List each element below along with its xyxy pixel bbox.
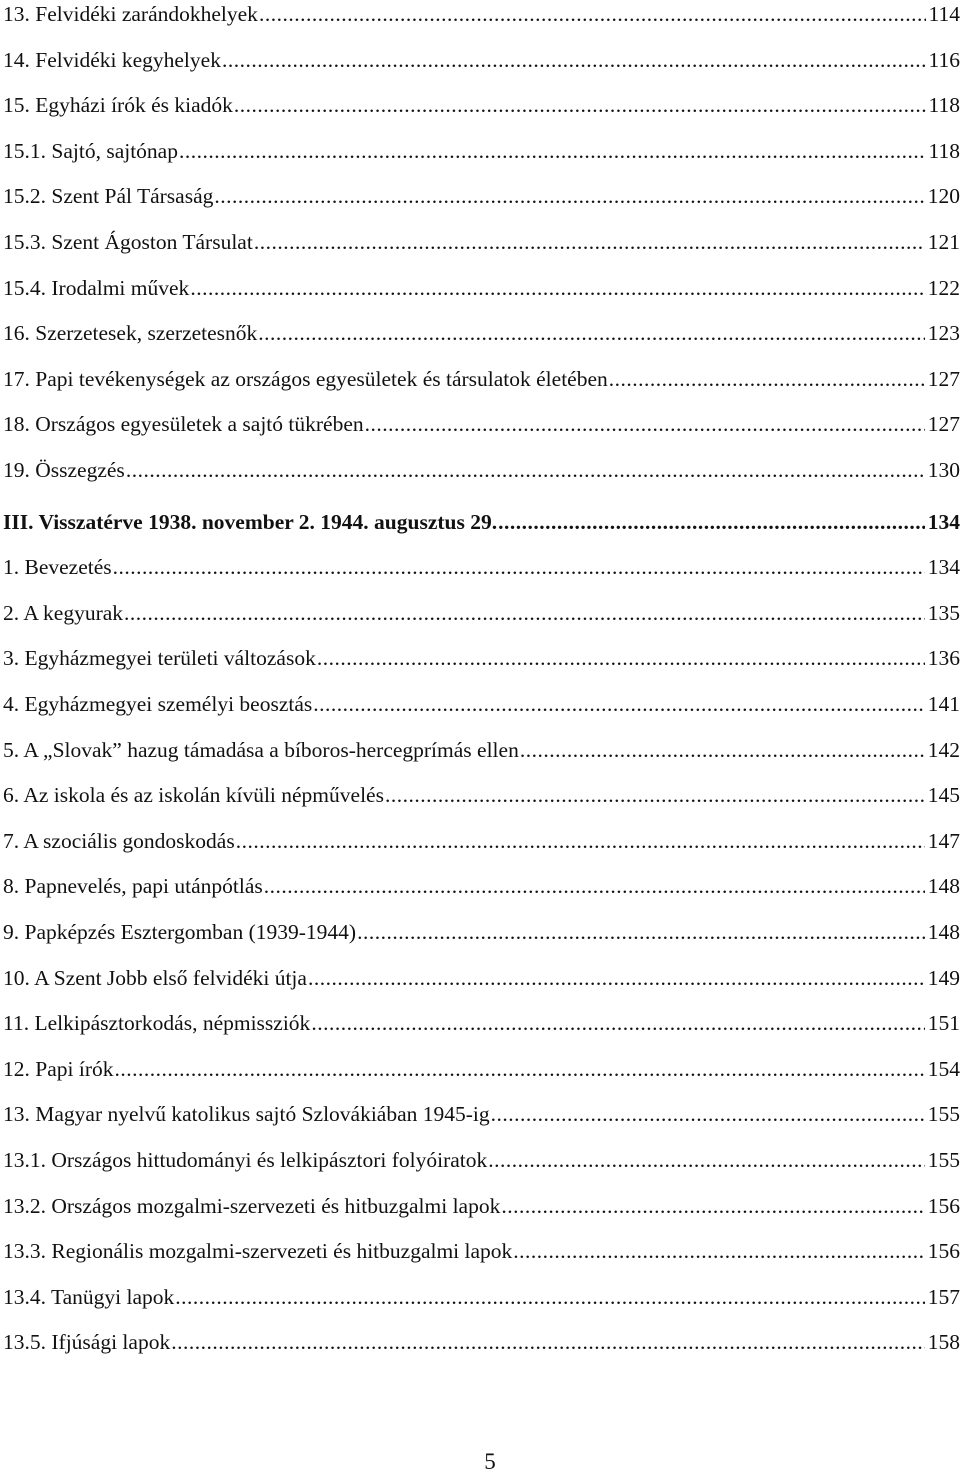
toc-dot-leader bbox=[317, 644, 925, 672]
toc-entry-page: 136 bbox=[927, 646, 960, 671]
toc-dot-leader bbox=[520, 736, 925, 764]
toc-dot-leader bbox=[513, 1237, 924, 1265]
toc-entry-page: 147 bbox=[927, 828, 960, 853]
toc-entry bbox=[3, 365, 960, 393]
toc-entry bbox=[3, 644, 960, 672]
toc-entry bbox=[3, 918, 960, 946]
toc-dot-leader bbox=[113, 553, 925, 581]
toc-entry bbox=[3, 1283, 960, 1311]
toc-entry-page: 120 bbox=[927, 184, 960, 209]
toc-entry-page: 116 bbox=[928, 47, 960, 72]
toc-dot-leader bbox=[234, 91, 926, 119]
toc-dot-leader bbox=[179, 137, 926, 165]
toc-entry-title: 19. Összegzés bbox=[3, 458, 125, 482]
toc-dot-leader bbox=[311, 1009, 924, 1037]
toc-section-heading bbox=[3, 508, 960, 536]
toc-entry-title: 9. Papképzés Esztergomban (1939-1944) bbox=[3, 920, 357, 944]
toc-entry-page: 157 bbox=[927, 1284, 960, 1309]
toc-dot-leader bbox=[308, 964, 925, 992]
toc-dot-leader bbox=[498, 508, 925, 536]
toc-entry bbox=[3, 1009, 960, 1037]
toc-dot-leader bbox=[222, 46, 926, 74]
toc-dot-leader bbox=[501, 1192, 924, 1220]
toc-entry-title: 13.3. Regionális mozgalmi-szervezeti és hitbuzgalmi lapok bbox=[3, 1239, 513, 1264]
toc-entry bbox=[3, 553, 960, 581]
toc-entry-title: 15.1. Sajtó, sajtónap bbox=[3, 138, 178, 163]
toc-entry-title: 14. Felvidéki kegyhelyek bbox=[3, 47, 221, 72]
toc-entry-title: 5. A „Slovak” hazug támadása a bíboros-hercegprímás ellen bbox=[3, 737, 519, 762]
toc-entry-page: 155 bbox=[927, 1148, 960, 1172]
toc-entry-page: 123 bbox=[927, 321, 960, 346]
toc-entry-page: 151 bbox=[927, 1011, 960, 1036]
toc-entry bbox=[3, 0, 960, 28]
toc-entry-title: 11. Lelkipásztorkodás, népmissziók bbox=[3, 1011, 311, 1036]
toc-entry-page: 142 bbox=[927, 737, 960, 762]
toc-entry bbox=[3, 182, 960, 210]
toc-entry-title: 13.4. Tanügyi lapok bbox=[3, 1284, 175, 1309]
toc-dot-leader bbox=[254, 228, 925, 256]
toc-entry bbox=[3, 599, 960, 627]
toc-entry bbox=[3, 456, 960, 484]
toc-dot-leader bbox=[491, 1100, 925, 1128]
toc-dot-leader bbox=[357, 918, 925, 946]
toc-dot-leader bbox=[313, 690, 924, 718]
toc-entry-page: 155 bbox=[927, 1102, 960, 1127]
toc-entry-page: 127 bbox=[927, 366, 960, 391]
toc-entry-title: 6. Az iskola és az iskolán kívüli népművelés bbox=[3, 783, 384, 808]
toc-entry-page: 145 bbox=[927, 783, 960, 808]
toc-entry-page: 148 bbox=[927, 920, 960, 944]
toc-entry-page: 118 bbox=[928, 138, 960, 163]
toc-entry bbox=[3, 1100, 960, 1128]
toc-dot-leader bbox=[236, 827, 925, 855]
toc-entry bbox=[3, 964, 960, 992]
toc-entry-page: 121 bbox=[927, 230, 960, 254]
toc-entry bbox=[3, 781, 960, 809]
toc-dot-leader bbox=[124, 599, 925, 627]
toc-entry-page: 158 bbox=[927, 1330, 960, 1355]
toc-entry-page: 156 bbox=[927, 1193, 960, 1218]
toc-entry-title: 8. Papnevelés, papi utánpótlás bbox=[3, 874, 263, 899]
toc-entry-title: 13.5. Ifjúsági lapok bbox=[3, 1330, 171, 1355]
toc-entry-page: 134 bbox=[927, 509, 960, 534]
toc-entry bbox=[3, 137, 960, 165]
toc-entry bbox=[3, 827, 960, 855]
toc-entry bbox=[3, 46, 960, 74]
toc-entry bbox=[3, 274, 960, 302]
toc-entry-page: 135 bbox=[927, 600, 960, 625]
toc-entry bbox=[3, 872, 960, 900]
toc-entry-page: 118 bbox=[928, 93, 960, 118]
toc-dot-leader bbox=[171, 1328, 925, 1356]
toc-dot-leader bbox=[259, 0, 926, 28]
toc-entry-page: 134 bbox=[927, 555, 960, 580]
toc-dot-leader bbox=[609, 365, 925, 393]
toc-entry-page: 149 bbox=[927, 965, 960, 990]
toc-entry bbox=[3, 91, 960, 119]
toc-entry-title: 18. Országos egyesületek a sajtó tükrében bbox=[3, 412, 364, 437]
toc-entry-title: 15. Egyházi írók és kiadók bbox=[3, 93, 233, 118]
toc-dot-leader bbox=[365, 410, 925, 438]
toc-entry-title: 15.4. Irodalmi művek bbox=[3, 275, 190, 300]
toc-entry bbox=[3, 1146, 960, 1174]
toc-dot-leader bbox=[488, 1146, 924, 1174]
toc-dot-leader bbox=[264, 872, 925, 900]
toc-entry bbox=[3, 1192, 960, 1220]
toc-entry-title: 2. A kegyurak bbox=[3, 600, 124, 625]
toc-entry bbox=[3, 1055, 960, 1083]
toc-dot-leader bbox=[214, 182, 924, 210]
toc-entry bbox=[3, 736, 960, 764]
toc-entry-page: 148 bbox=[927, 874, 960, 899]
toc-entry-page: 156 bbox=[927, 1239, 960, 1264]
toc-dot-leader bbox=[190, 274, 924, 302]
toc-entry-title: 13. Felvidéki zarándokhelyek bbox=[3, 2, 258, 26]
toc-entry-title: 4. Egyházmegyei személyi beosztás bbox=[3, 692, 313, 716]
toc-entry-page: 127 bbox=[927, 412, 960, 437]
toc-entry-title: 13.1. Országos hittudományi és lelkipásztori folyóiratok bbox=[3, 1148, 488, 1172]
page-number: 5 bbox=[484, 1449, 496, 1474]
toc-dot-leader bbox=[175, 1283, 924, 1311]
toc-entry bbox=[3, 1237, 960, 1265]
toc-entry-title: 7. A szociális gondoskodás bbox=[3, 828, 235, 853]
toc-entry bbox=[3, 690, 960, 718]
toc-entry-title: 15.3. Szent Ágoston Társulat bbox=[3, 230, 253, 254]
toc-entry-title: 1. Bevezetés bbox=[3, 555, 112, 580]
toc-entry-title: 13. Magyar nyelvű katolikus sajtó Szlovákiában 1945-ig bbox=[3, 1102, 490, 1127]
toc-entry-title: 10. A Szent Jobb első felvidéki útja bbox=[3, 965, 307, 990]
toc-dot-leader bbox=[258, 319, 924, 347]
toc-entry-page: 130 bbox=[927, 458, 960, 482]
toc-dot-leader bbox=[385, 781, 925, 809]
toc-entry-page: 114 bbox=[928, 2, 960, 26]
toc-entry bbox=[3, 1328, 960, 1356]
toc-entry bbox=[3, 319, 960, 347]
toc-entry-page: 122 bbox=[927, 275, 960, 300]
toc-dot-leader bbox=[126, 456, 925, 484]
toc-entry-page: 154 bbox=[927, 1056, 960, 1081]
toc-entry-title: 12. Papi írók bbox=[3, 1056, 114, 1081]
toc-entry-title: 13.2. Országos mozgalmi-szervezeti és hitbuzgalmi lapok bbox=[3, 1193, 501, 1218]
toc-entry-title: 17. Papi tevékenységek az országos egyesületek és társulatok életében bbox=[3, 366, 608, 391]
toc-entry-title: 15.2. Szent Pál Társaság bbox=[3, 184, 214, 209]
toc-entry bbox=[3, 410, 960, 438]
toc-entry-page: 141 bbox=[927, 692, 960, 716]
toc-entry-title: 16. Szerzetesek, szerzetesnők bbox=[3, 321, 258, 346]
toc-entry bbox=[3, 228, 960, 256]
toc-entry-title: 3. Egyházmegyei területi változások bbox=[3, 646, 316, 671]
toc-entry-title: III. Visszatérve 1938. november 2. 1944. augusztus 29. bbox=[3, 509, 498, 534]
toc-dot-leader bbox=[114, 1055, 924, 1083]
